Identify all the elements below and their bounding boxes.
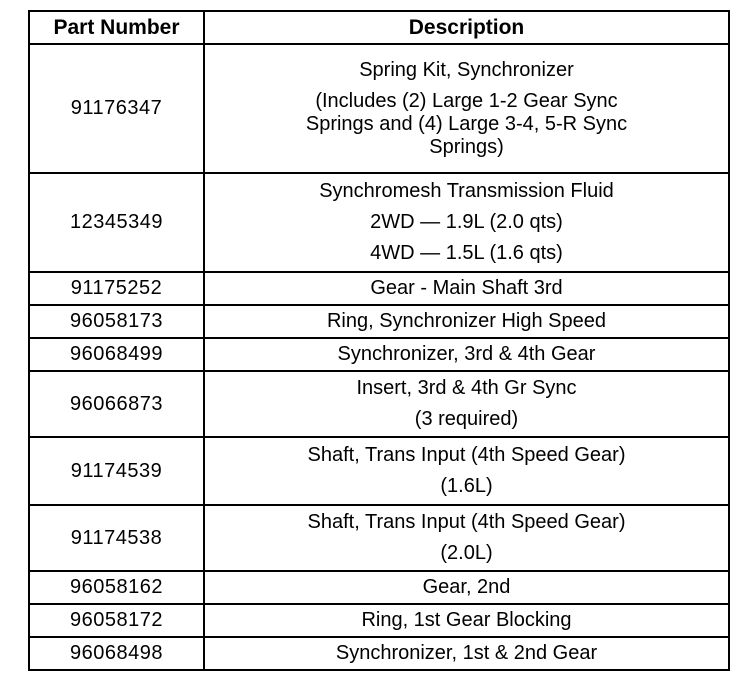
description-cell: [204, 305, 729, 338]
table-row: [29, 637, 729, 670]
part-number-cell: 96066873: [29, 371, 204, 437]
table-row: [29, 305, 729, 338]
part-number-cell: 96058162: [29, 571, 204, 604]
description-line: Synchronizer, 1st & 2nd Gear: [335, 642, 598, 664]
table-row: [29, 272, 729, 305]
description-line: Springs): [429, 135, 504, 158]
table-row: [29, 338, 729, 371]
part-number-header: Part Number: [29, 11, 204, 44]
description-line: (Includes (2) Large 1-2 Gear Sync: [315, 89, 618, 112]
description-cell: [204, 637, 729, 670]
part-number-cell: 96058173: [29, 305, 204, 338]
table-row: [29, 604, 729, 637]
description-line: Synchromesh Transmission Fluid: [319, 180, 614, 202]
description-cell: [204, 44, 729, 173]
table-row: [29, 44, 729, 173]
table-row: [29, 173, 729, 272]
description-line: Shaft, Trans Input (4th Speed Gear): [307, 444, 626, 466]
description-line: Ring, Synchronizer High Speed: [326, 310, 607, 332]
part-number-cell: 96058172: [29, 604, 204, 637]
part-number-cell: 12345349: [29, 173, 204, 272]
description-line: 2WD — 1.9L (2.0 qts): [370, 211, 563, 233]
description-line: 4WD — 1.5L (1.6 qts): [370, 242, 563, 264]
table-row: [29, 371, 729, 437]
part-number-cell: 91174538: [29, 505, 204, 571]
table-row: [29, 437, 729, 505]
description-line: Insert, 3rd & 4th Gr Sync: [356, 377, 577, 399]
description-cell: [204, 173, 729, 272]
description-cell: [204, 505, 729, 571]
description-line: (2.0L): [440, 542, 493, 564]
table-row: [29, 505, 729, 571]
description-line: Synchronizer, 3rd & 4th Gear: [337, 343, 596, 365]
description-cell: [204, 604, 729, 637]
description-header: Description: [204, 11, 729, 44]
description-line: Gear - Main Shaft 3rd: [370, 277, 563, 299]
part-number-cell: 91174539: [29, 437, 204, 505]
description-cell: [204, 437, 729, 505]
description-line: Springs and (4) Large 3-4, 5-R Sync: [305, 112, 628, 135]
table-row: [29, 571, 729, 604]
description-line: (1.6L): [440, 475, 493, 497]
part-number-cell: 91175252: [29, 272, 204, 305]
description-line: Ring, 1st Gear Blocking: [361, 609, 572, 631]
part-number-cell: 96068498: [29, 637, 204, 670]
description-line: Gear, 2nd: [422, 576, 511, 598]
header-row: [29, 11, 729, 44]
description-cell: [204, 571, 729, 604]
description-line: Shaft, Trans Input (4th Speed Gear): [307, 511, 626, 533]
description-cell: [204, 338, 729, 371]
part-number-cell: 96068499: [29, 338, 204, 371]
description-cell: [204, 272, 729, 305]
parts-table: [28, 10, 730, 671]
description-line: (3 required): [414, 408, 519, 430]
description-cell: [204, 371, 729, 437]
part-number-cell: 91176347: [29, 44, 204, 173]
parts-table-body: [29, 44, 729, 670]
description-line: Spring Kit, Synchronizer: [359, 58, 574, 81]
